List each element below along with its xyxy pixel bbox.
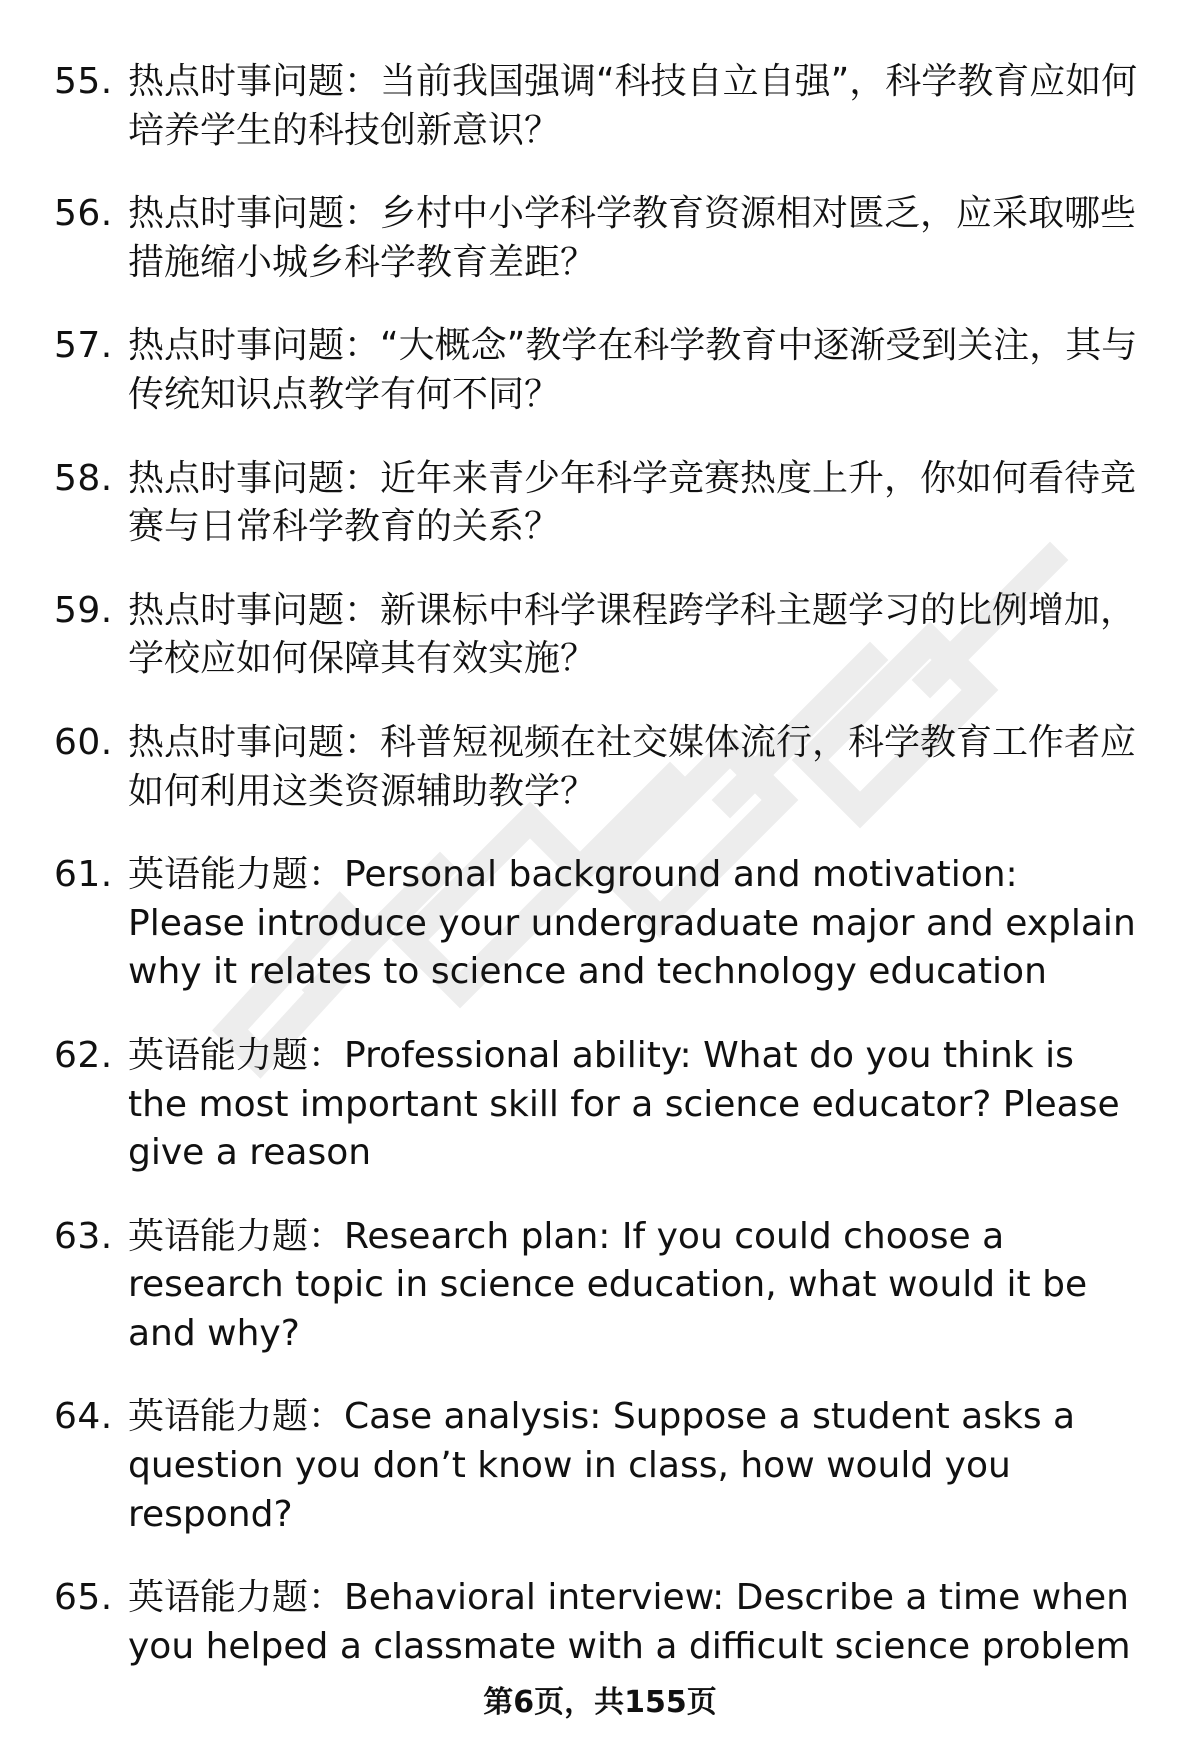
question-item-55 — [54, 58, 1140, 155]
question-number: 64. — [54, 1396, 113, 1438]
question-item-63 — [54, 1213, 1140, 1359]
question-text: 英语能力题：Case analysis: Suppose a student asks a question you don’t know in class, how would you respond? — [128, 1396, 1076, 1535]
question-text: 热点时事问题：“大概念”教学在科学教育中逐渐受到关注，其与传统知识点教学有何不同？ — [128, 325, 1138, 415]
question-text: 热点时事问题：科普短视频在社交媒体流行，科学教育工作者应如何利用这类资源辅助教学？ — [128, 721, 1137, 812]
question-number: 56. — [54, 193, 113, 235]
question-text: 热点时事问题：乡村中小学科学教育资源相对匮乏，应采取哪些措施缩小城乡科学教育差距？ — [128, 193, 1137, 283]
question-list — [54, 58, 1140, 1706]
question-number: 63. — [54, 1215, 113, 1257]
question-item-62 — [54, 1032, 1140, 1178]
page-number-footer: 第6页，共155页 — [483, 1685, 717, 1720]
question-text: 英语能力题：Personal background and motivation: Please introduce your undergraduate major and explain why it relates to science and technology education — [128, 854, 1136, 993]
question-item-64 — [54, 1393, 1140, 1539]
question-item-56 — [54, 190, 1140, 287]
question-item-57 — [54, 322, 1140, 419]
question-text: 热点时事问题：当前我国强调“科技自立自强”，科学教育应如何培养学生的科技创新意识？ — [128, 61, 1138, 151]
question-text: 英语能力题：Research plan: If you could choose a research topic in science education, what would it be and why? — [128, 1215, 1088, 1354]
question-item-65 — [54, 1574, 1140, 1671]
question-text: 热点时事问题：新课标中科学课程跨学科主题学习的比例增加，学校应如何保障其有效实施？ — [128, 589, 1137, 680]
question-text: 英语能力题：Professional ability: What do you think is the most important skill for a science educator? Please give a reason — [128, 1034, 1120, 1174]
question-number: 61. — [54, 854, 113, 896]
question-text: 热点时事问题：近年来青少年科学竞赛热度上升，你如何看待竞赛与日常科学教育的关系？ — [128, 457, 1137, 548]
question-number: 62. — [54, 1034, 113, 1076]
question-item-58 — [54, 455, 1140, 552]
question-item-59 — [54, 587, 1140, 684]
question-number: 59. — [54, 589, 113, 631]
question-item-60 — [54, 719, 1140, 816]
question-number: 60. — [54, 721, 113, 763]
question-item-61 — [54, 851, 1140, 997]
question-number: 58. — [54, 457, 113, 499]
question-number: 55. — [54, 61, 113, 102]
question-number: 65. — [54, 1577, 113, 1619]
question-text: 英语能力题：Behavioral interview: Describe a time when you helped a classmate with a difficult science problem — [128, 1577, 1131, 1667]
question-number: 57. — [54, 325, 113, 367]
